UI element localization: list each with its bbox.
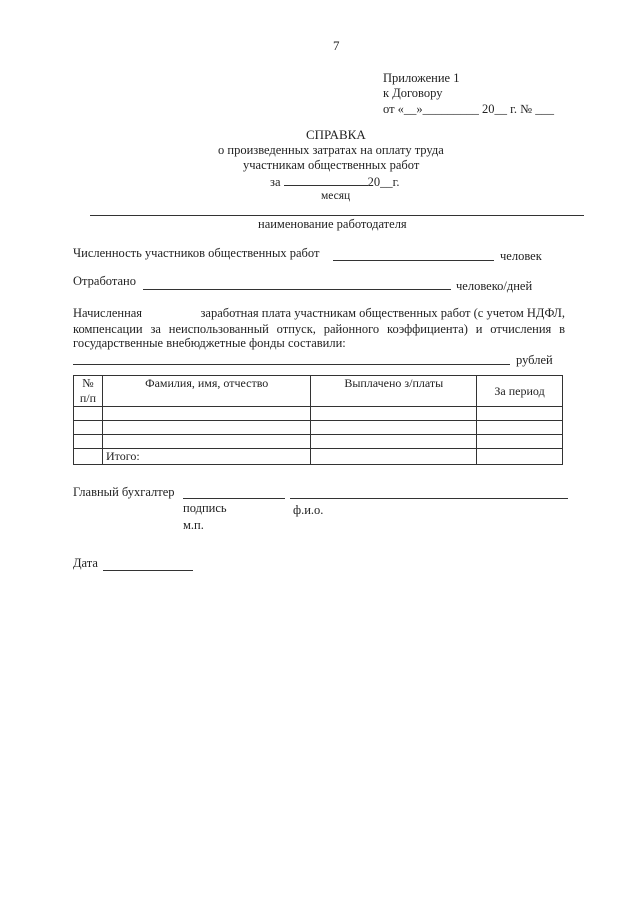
participants-label: Численность участников общественных работ xyxy=(73,246,320,260)
period-suffix: 20__г. xyxy=(367,175,400,189)
table-row xyxy=(74,435,563,449)
expenses-table xyxy=(73,375,563,465)
table-cell xyxy=(311,421,477,435)
table-cell xyxy=(74,449,103,465)
participants-blank xyxy=(333,260,494,261)
table-cell xyxy=(477,449,563,465)
appendix-line-1: Приложение 1 xyxy=(383,71,460,85)
table-header-period: За период xyxy=(477,376,563,407)
accrued-line-1-b: заработная плата участникам общественных работ (с учетом НДФЛ, xyxy=(200,306,565,320)
accrued-blank xyxy=(73,364,510,365)
period-line xyxy=(270,174,399,190)
date-label: Дата xyxy=(73,556,98,570)
document-subtitle-1: о произведенных затратах на оплату труда xyxy=(218,143,444,157)
accrued-line-2: компенсации за неиспользованный отпуск, районного коэффициента) и отчисления в xyxy=(73,322,565,336)
accrued-line-3: государственные внебюджетные фонды составили: xyxy=(73,336,346,350)
worked-unit: человеко/дней xyxy=(456,279,533,293)
accrued-unit: рублей xyxy=(516,353,553,367)
accrued-line-1 xyxy=(73,306,565,321)
date-blank xyxy=(103,570,193,571)
table-cell xyxy=(74,407,103,421)
stamp-caption: м.п. xyxy=(183,518,204,532)
participants-unit: человек xyxy=(500,249,542,263)
period-prefix: за xyxy=(270,175,281,189)
employer-blank-line xyxy=(90,215,584,216)
worked-blank xyxy=(143,289,451,290)
table-cell xyxy=(311,449,477,465)
period-caption: месяц xyxy=(321,190,351,202)
table-cell xyxy=(311,435,477,449)
employer-caption: наименование работодателя xyxy=(258,217,407,231)
table-cell xyxy=(311,407,477,421)
table-header-number: № п/п xyxy=(74,376,103,407)
table-cell xyxy=(477,421,563,435)
table-row xyxy=(74,421,563,435)
table-cell xyxy=(477,407,563,421)
table-row xyxy=(74,407,563,421)
period-month-blank xyxy=(284,174,368,186)
appendix-line-2: к Договору xyxy=(383,86,443,100)
table-cell xyxy=(102,421,311,435)
table-header-paid: Выплачено з/платы xyxy=(311,376,477,407)
name-blank xyxy=(290,498,568,499)
signature-label: Главный бухгалтер xyxy=(73,485,175,499)
accrued-line-1-a: Начисленная xyxy=(73,306,143,320)
table-header-fio: Фамилия, имя, отчество xyxy=(102,376,311,407)
table-total-label: Итого: xyxy=(102,449,311,465)
table-cell xyxy=(477,435,563,449)
document-subtitle-2: участникам общественных работ xyxy=(243,158,420,172)
appendix-line-3: от «__»_________ 20__ г. № ___ xyxy=(383,102,554,116)
worked-label: Отработано xyxy=(73,274,136,288)
table-total-row xyxy=(74,449,563,465)
table-cell xyxy=(74,421,103,435)
signature-caption: подпись xyxy=(183,501,227,515)
document-title: СПРАВКА xyxy=(306,127,366,142)
name-caption: ф.и.о. xyxy=(293,503,324,517)
table-cell xyxy=(102,407,311,421)
table-header-row xyxy=(74,376,563,407)
table-cell xyxy=(102,435,311,449)
signature-blank xyxy=(183,498,285,499)
page-number: 7 xyxy=(333,38,340,53)
table-cell xyxy=(74,435,103,449)
